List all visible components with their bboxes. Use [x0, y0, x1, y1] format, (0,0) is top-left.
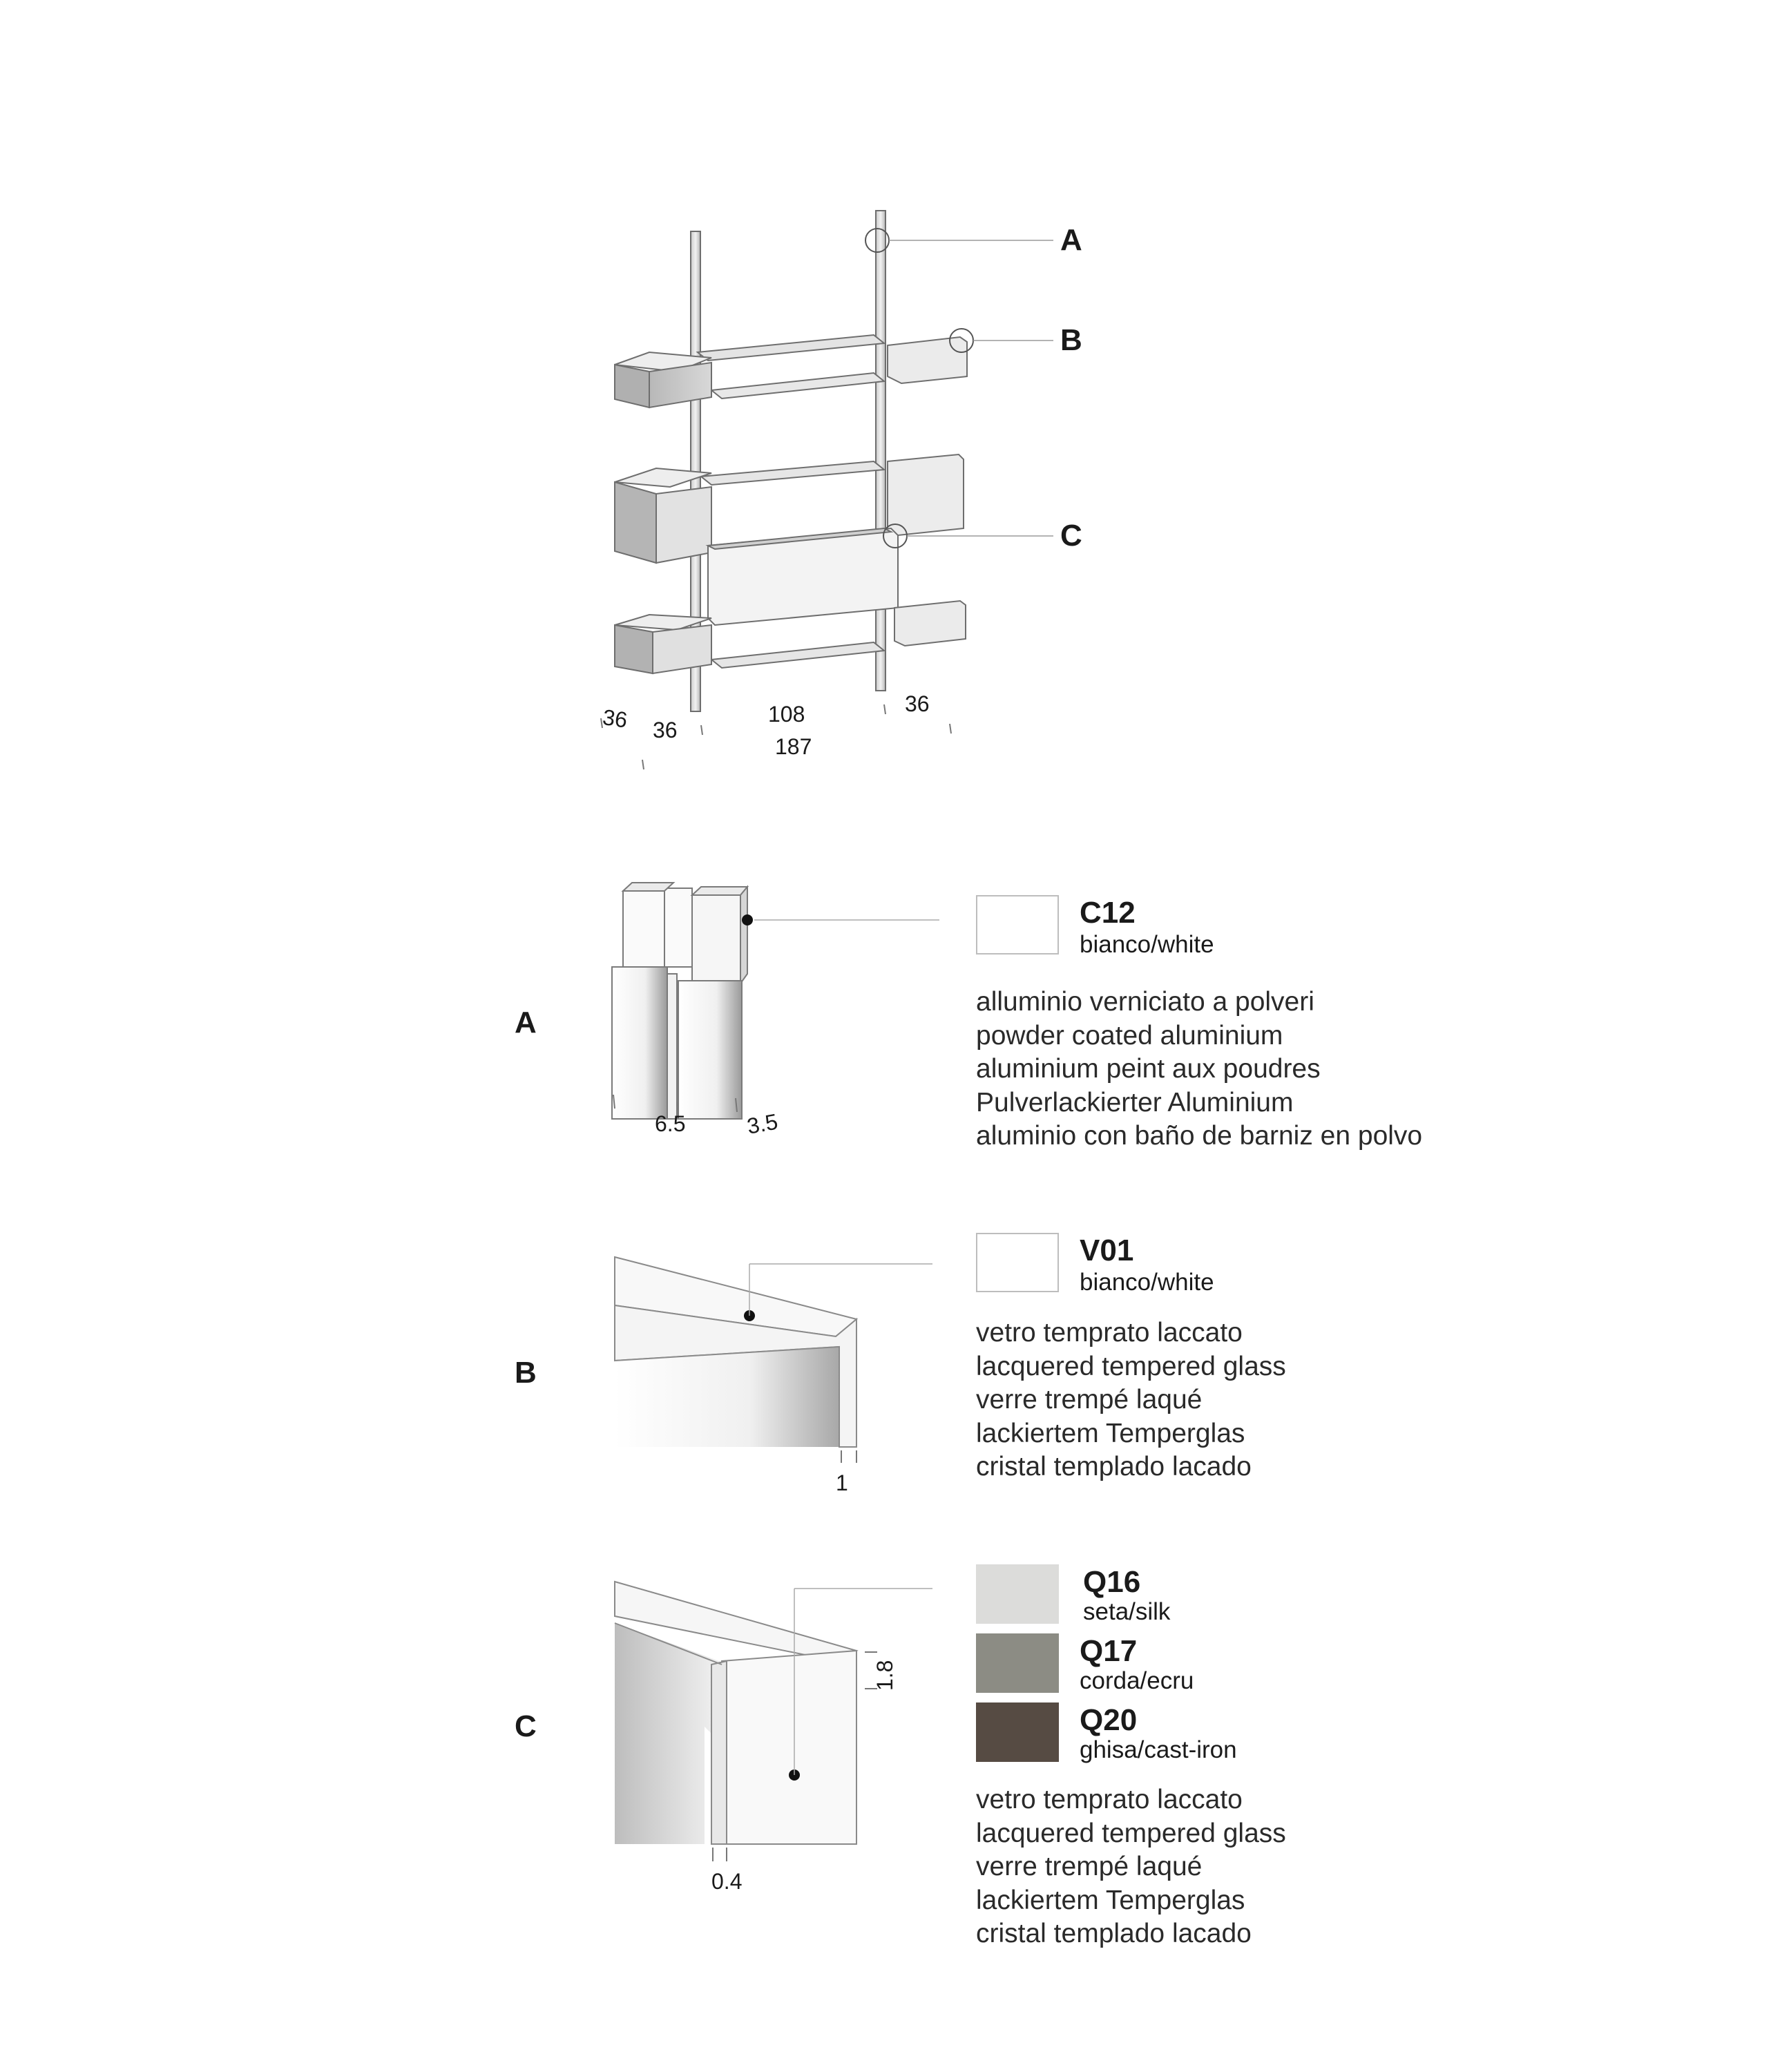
- dim-total: 187: [775, 734, 812, 759]
- shelf-top-1: [698, 335, 884, 361]
- description-line: verre trempé laqué: [976, 1852, 1203, 1881]
- detail-c-dim-1: 1.8: [872, 1660, 897, 1691]
- description-line: lacquered tempered glass: [976, 1818, 1286, 1848]
- box-mid-left-front: [656, 487, 711, 563]
- finish-swatch-q20: [976, 1702, 1059, 1762]
- shelving-overview-drawing: [0, 0, 1771, 815]
- detail-b-glass-drawing: [608, 1243, 967, 1506]
- finish-code-q17: Q17: [1080, 1634, 1138, 1668]
- shelf-top-2: [711, 373, 884, 399]
- dim-left-inner: 36: [653, 718, 678, 742]
- finish-code-q16: Q16: [1083, 1565, 1141, 1599]
- overview-dimension-labels: [601, 691, 929, 759]
- detail-a-description: [976, 986, 1422, 1153]
- box-bottom-left-front: [653, 625, 711, 673]
- overview-structure: [615, 211, 967, 711]
- finish-code-q20: Q20: [1080, 1703, 1138, 1737]
- pole-right: [876, 211, 886, 691]
- finish-name-q17: corda/ecru: [1080, 1667, 1194, 1694]
- finish-name-c12: bianco/white: [1080, 931, 1214, 958]
- finish-name-q16: seta/silk: [1083, 1598, 1171, 1625]
- dim-center: 108: [768, 702, 805, 727]
- box-top-left-side: [615, 365, 649, 407]
- detail-a-pole-drawing: [594, 870, 967, 1147]
- dim-right: 36: [905, 691, 930, 716]
- finish-name-q20: ghisa/cast-iron: [1080, 1736, 1237, 1763]
- box-bottom-left-side: [615, 625, 653, 673]
- description-line: lackiertem Temperglas: [976, 1418, 1245, 1448]
- dim-left-outer: 36: [601, 704, 629, 733]
- finish-swatch-q17: [976, 1633, 1059, 1693]
- overview-callout-a: A: [1060, 223, 1082, 257]
- detail-b-label: B: [515, 1356, 537, 1390]
- overview-callout-b: B: [1060, 323, 1082, 357]
- description-line: verre trempé laqué: [976, 1385, 1203, 1414]
- finish-code-v01: V01: [1080, 1234, 1134, 1267]
- detail-c-description: [976, 1783, 1286, 1951]
- detail-a-dim-2: 3.5: [745, 1109, 780, 1139]
- finish-swatch-q16: [976, 1564, 1059, 1624]
- box-mid-right: [888, 454, 964, 535]
- description-line: vetro temprato laccato: [976, 1318, 1243, 1347]
- finish-swatch-c12: [976, 895, 1059, 955]
- description-line: powder coated aluminium: [976, 1020, 1283, 1051]
- detail-a-dim-1: 6.5: [655, 1111, 686, 1136]
- detail-b-dim: 1: [836, 1470, 848, 1495]
- box-bottom-right: [894, 601, 966, 646]
- detail-a-marker: [742, 914, 753, 925]
- description-line: cristal templado lacado: [976, 1919, 1252, 1948]
- description-line: Pulverlackierter Aluminium: [976, 1087, 1294, 1117]
- description-line: lacquered tempered glass: [976, 1351, 1286, 1381]
- description-line: aluminio con baño de barniz en polvo: [976, 1121, 1423, 1151]
- detail-c-dim-2: 0.4: [711, 1869, 743, 1894]
- finish-name-v01: bianco/white: [1080, 1269, 1214, 1296]
- description-line: aluminium peint aux poudres: [976, 1054, 1321, 1084]
- shelf-bottom-1: [711, 642, 884, 668]
- detail-a-label: A: [515, 1006, 537, 1039]
- detail-c-label: C: [515, 1709, 537, 1743]
- finish-swatch-v01: [976, 1233, 1059, 1292]
- box-top-right: [888, 337, 967, 383]
- box-mid-left-side: [615, 482, 656, 563]
- shelf-mid-1: [701, 461, 884, 485]
- detail-c-panel-drawing: [608, 1568, 967, 1899]
- description-line: alluminio verniciato a polveri: [976, 987, 1314, 1017]
- detail-b-description: [976, 1316, 1286, 1484]
- description-line: cristal templado lacado: [976, 1452, 1252, 1481]
- overview-callout-c: C: [1060, 519, 1082, 553]
- description-line: vetro temprato laccato: [976, 1785, 1243, 1814]
- finish-code-c12: C12: [1080, 896, 1136, 930]
- description-line: lackiertem Temperglas: [976, 1885, 1245, 1915]
